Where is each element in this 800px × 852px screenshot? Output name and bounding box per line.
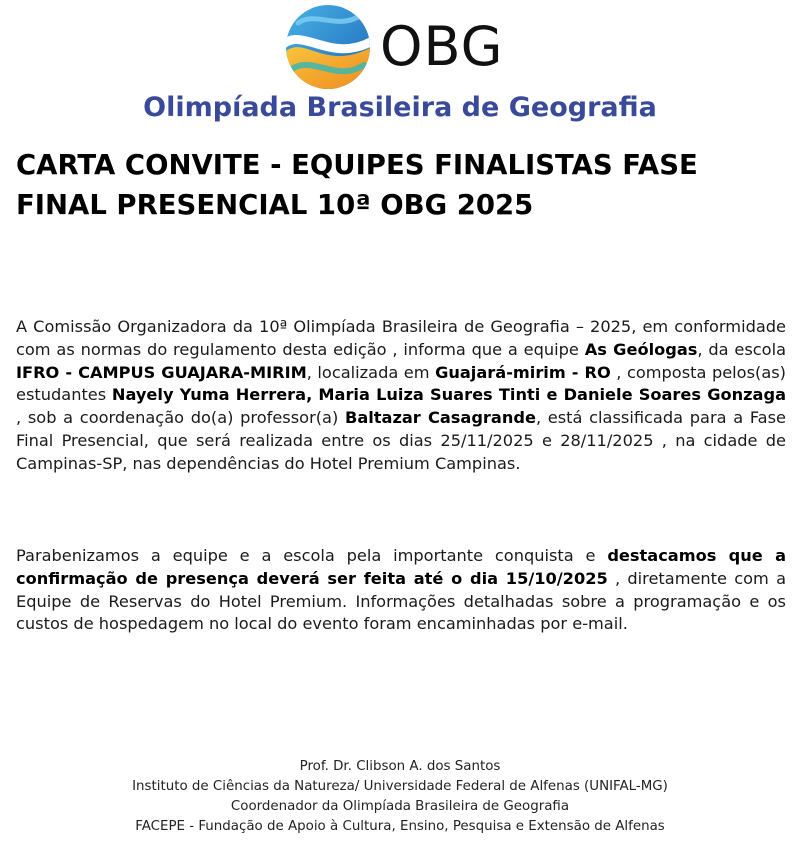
text-segment: , localizada em [306, 362, 436, 382]
text-segment: A Comissão Organizadora da 10ª Olimpíada Brasileira de Geografia – 2025, em conformidade com as normas do regulamento desta edição , informa que a equipe [16, 317, 786, 359]
school-city: Guajará-mirim - RO [435, 362, 611, 382]
signature-block [0, 757, 800, 837]
signer-foundation: FACEPE - Fundação de Apoio à Cultura, Ensino, Pesquisa e Extensão de Alfenas [135, 819, 665, 834]
organization-name: Olimpíada Brasileira de Geografia [143, 92, 657, 123]
school-name: IFRO - CAMPUS GUAJARA-MIRIM [16, 362, 307, 382]
letter-header [0, 0, 800, 130]
confirmation-deadline: destacamos que a confirmação de presença deverá ser feita até o dia 15/10/2025 [16, 546, 786, 588]
title-line-2: FINAL PRESENCIAL 10ª OBG 2025 [16, 189, 534, 221]
invitation-paragraph [16, 316, 786, 476]
student-names: Nayely Yuma Herrera, Maria Luiza Suares Tinti e Daniele Soares Gonzaga [111, 385, 786, 405]
signer-role: Coordenador da Olimpíada Brasileira de Geografia [230, 799, 570, 814]
text-segment: , diretamente com a Equipe de Reservas do Hotel Premium. Informações detalhadas sobre a programação e os custos de hospedagem no local do evento foram encaminhadas por e-mail. [16, 568, 786, 634]
text-segment: , está classificada para a Fase Final Presencial, que será realizada entre os dias 25/11/2025 e 28/11/2025 , na cidade de Campinas-SP, nas dependências do Hotel Premium Campinas. [16, 408, 786, 473]
signer-institution: Instituto de Ciências da Natureza/ Universidade Federal de Alfenas (UNIFAL-MG) [132, 779, 668, 794]
obg-logo [284, 4, 503, 90]
title-line-1: CARTA CONVITE - EQUIPES FINALISTAS FASE [16, 149, 698, 181]
letter-title [16, 145, 786, 225]
logo-wordmark: OBG [380, 15, 504, 78]
obg-globe-logo-icon [284, 3, 372, 91]
team-name: As Geólogas [584, 339, 698, 359]
text-segment: Parabenizamos a equipe e a escola pela importante conquista e [16, 546, 608, 565]
text-segment: , da escola [697, 339, 786, 359]
signer-name: Prof. Dr. Clibson A. dos Santos [299, 759, 501, 774]
text-segment: , composta pelos(as) estudantes [16, 362, 786, 405]
teacher-name: Baltazar Casagrande [344, 408, 536, 428]
congratulations-paragraph [16, 545, 786, 636]
text-segment: , sob a coordenação do(a) professor(a) [16, 408, 345, 428]
